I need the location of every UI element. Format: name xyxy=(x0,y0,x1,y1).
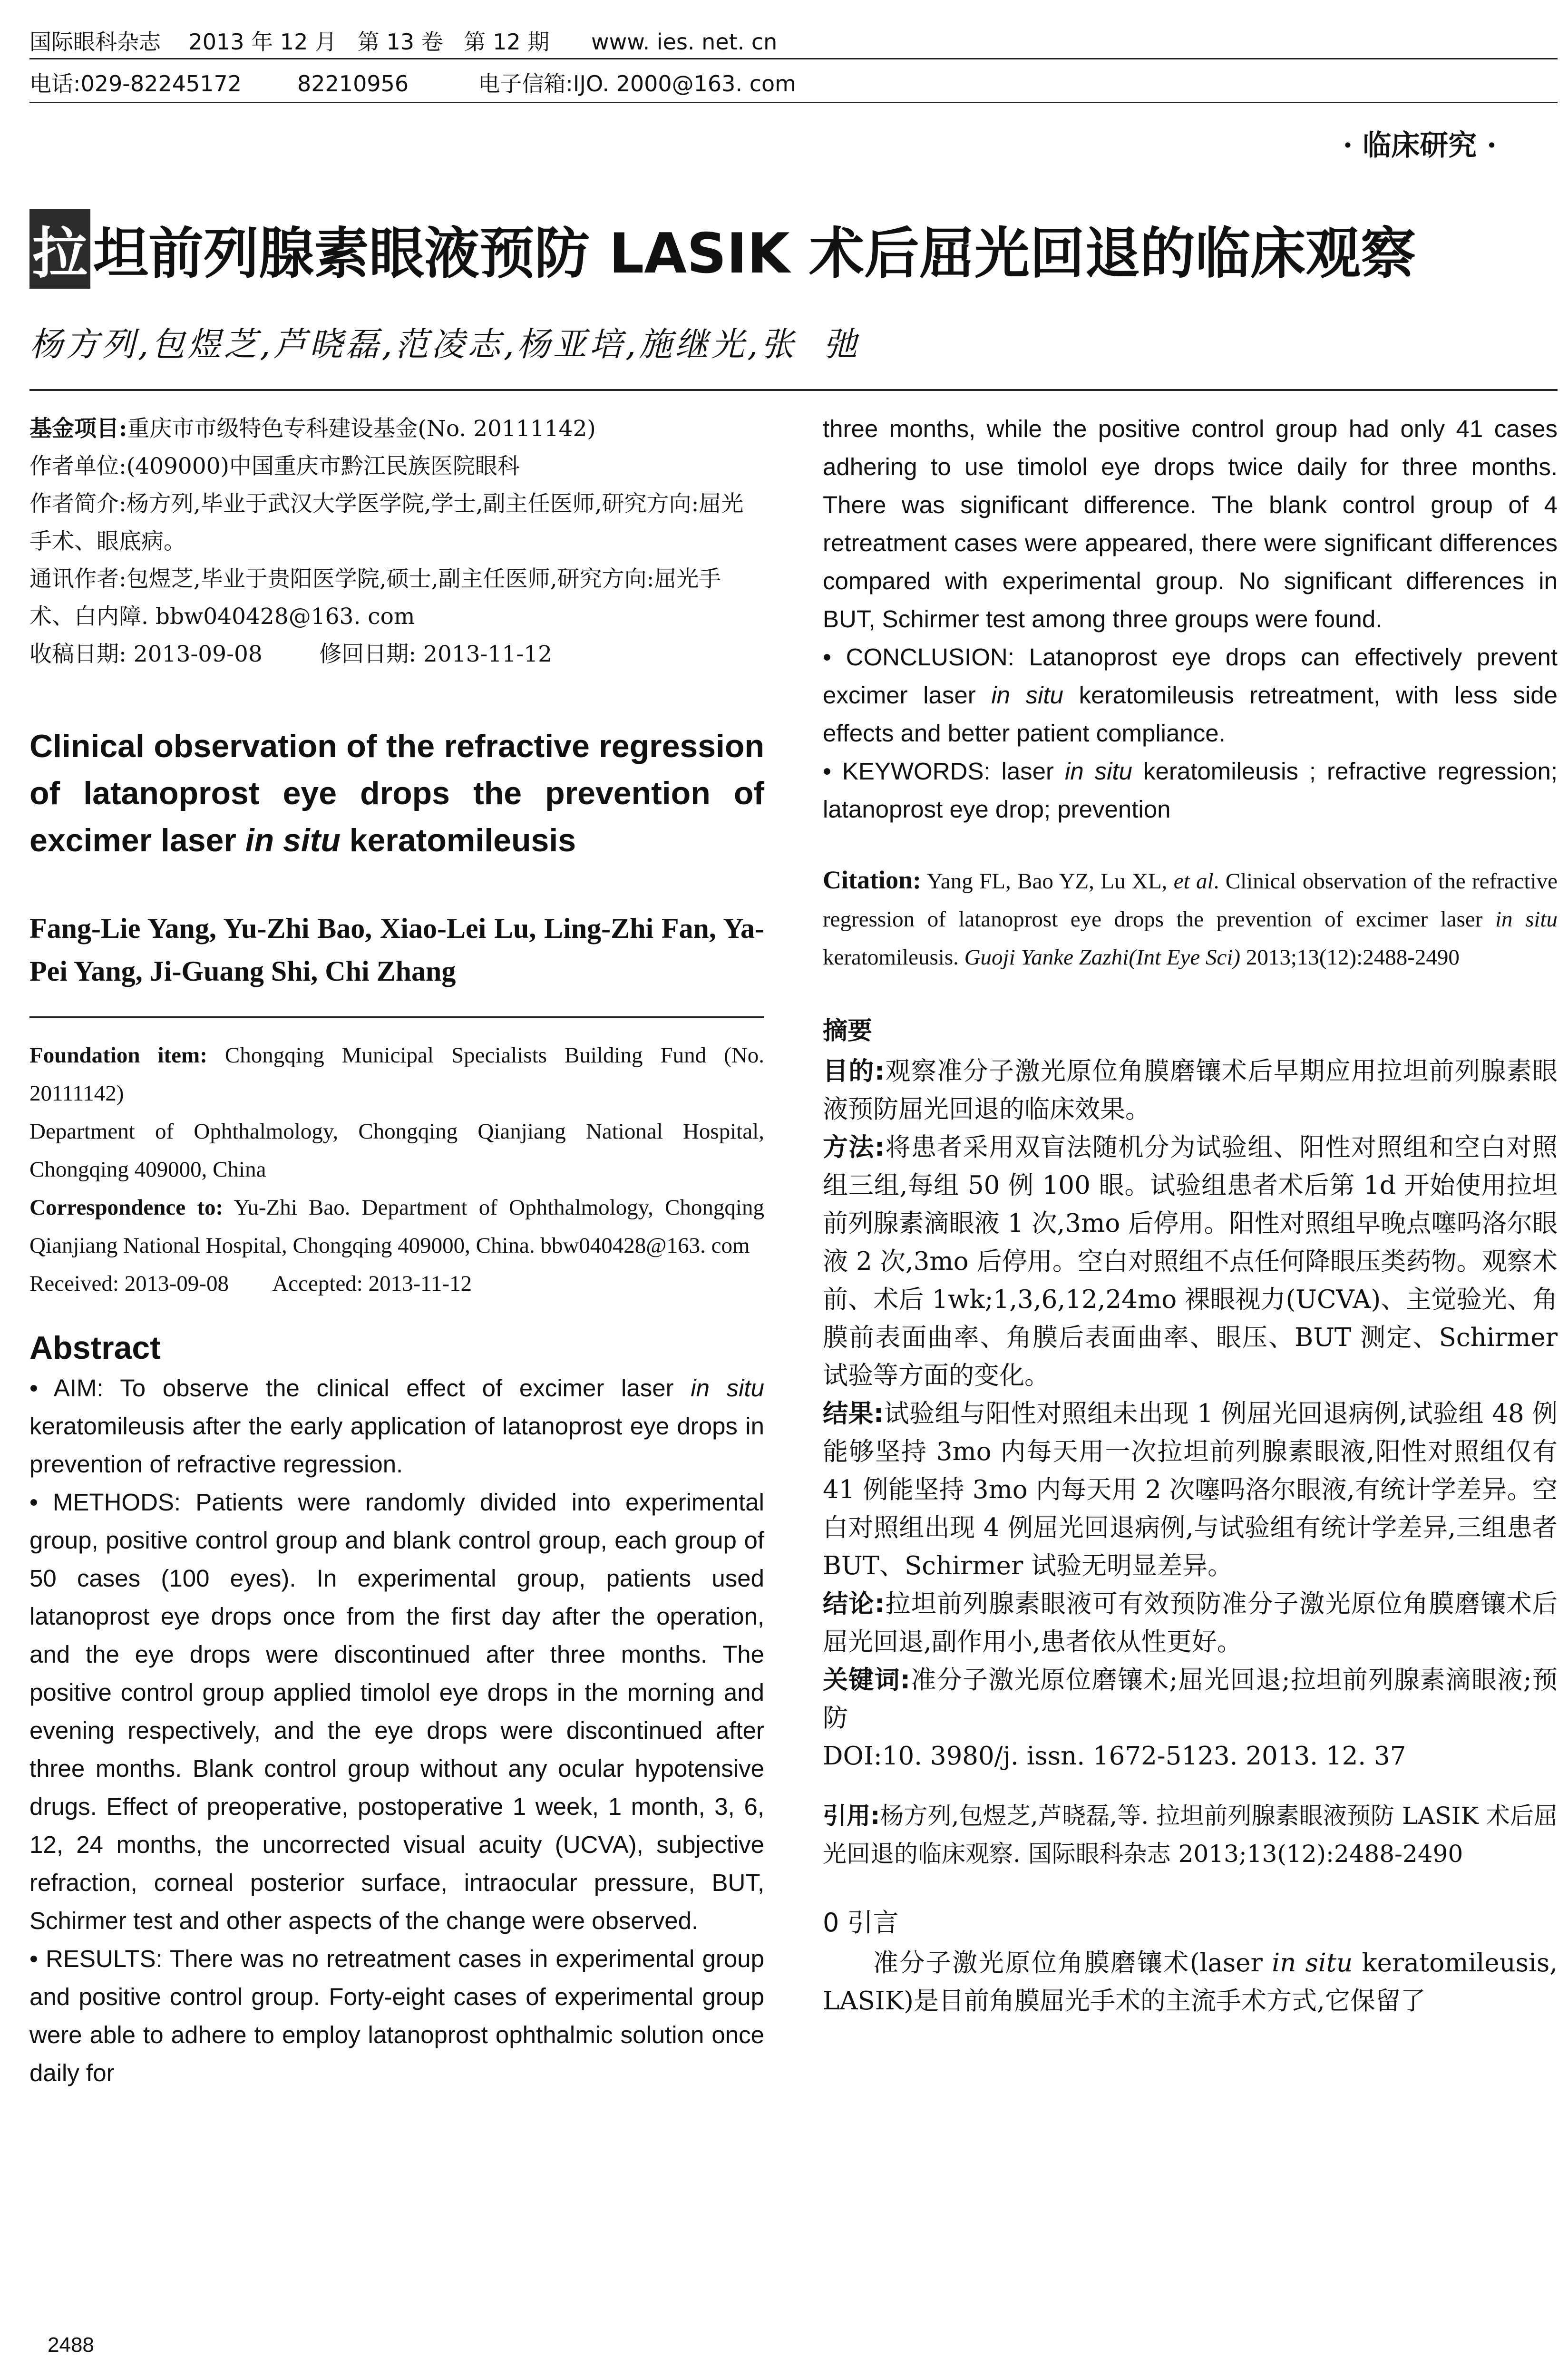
authors-zh: 杨方列,包煜芝,芦晓磊,范凌志,杨亚培,施继光,张 弛 xyxy=(29,325,860,364)
article-info-en xyxy=(29,1016,764,1303)
department-en: Department of Ophthalmology, Chongqing Qianjiang National Hospital, Chongqing 409000, China xyxy=(29,1119,764,1182)
correspondence-en xyxy=(29,1188,764,1265)
article-title-zh xyxy=(29,209,1542,289)
zh-results xyxy=(823,1395,1558,1585)
right-column xyxy=(823,410,1558,2020)
conclusion-text-b: keratomileusis retreatment, with less side effects and better patient compliance. xyxy=(823,682,1558,747)
keywords-italic: in situ xyxy=(1065,758,1133,785)
zh-methods-text: 将患者采用双盲法随机分为试验组、阳性对照组和空白对照组三组,每组 50 例 100 眼。试验组患者术后第 1d 开始使用拉坦前列腺素滴眼液 1 次,3mo 后停用。阳性对照组早晚点噻吗洛尔眼液 2 次,3mo 后停用。空白对照组不点任何降眼压类药物。观察术前、术后 1wk;1,3,6,12,24mo 裸眼视力(UCVA)、主觉验光、角膜前表面曲率、角膜后表面曲率、眼压、BUT 测定、Schirmer 试验等方面的变化。 xyxy=(823,1133,1558,1390)
citation-text-c: keratomileusis. xyxy=(823,945,964,970)
header-divider xyxy=(29,58,1558,59)
foundation-label: Foundation item: xyxy=(29,1043,207,1068)
intro-text-a: 准分子激光原位角膜磨镶术(laser xyxy=(873,1948,1272,1978)
aim-italic: in situ xyxy=(691,1374,764,1402)
zh-methods-label: 方法: xyxy=(823,1133,885,1162)
journal-header-line2: 电话:029-82245172 82210956 电子信箱:IJO. 2000@163. com xyxy=(29,71,796,97)
left-column xyxy=(29,410,764,2092)
zh-aim-text: 观察准分子激光原位角膜磨镶术后早期应用拉坦前列腺素眼液预防屈光回退的临床效果。 xyxy=(823,1057,1558,1124)
abstract-zh-heading: 摘要 xyxy=(823,1017,873,1045)
fund-text: 重庆市市级特色专科建设基金(No. 20111142) xyxy=(127,416,596,442)
intro-italic: in situ xyxy=(1272,1948,1353,1978)
conclusion-italic: in situ xyxy=(991,682,1064,709)
citation-insitu: in situ xyxy=(1495,907,1558,932)
aim-text-b: keratomileusis after the early application of latanoprost eye drops in prevention of refractive regression. xyxy=(29,1413,764,1478)
fund-label: 基金项目: xyxy=(29,416,127,442)
abstract-methods: • METHODS: Patients were randomly divided into experimental group, positive control group and blank control group, each group of 50 cases (100 eyes). In experimental group, patients used latanoprost eye drops once from the first day after the operation, and the eye drops were discontinued after three months. The positive control group applied timolol eye drops in the morning and evening respectively, and the eye drops were discontinued after three months. Blank control group without any ocular hypotensive drugs. Effect of preoperative, postoperative 1 week, 1 month, 3, 6, 12, 24 months, the uncorrected visual acuity (UCVA), subjective refraction, corneal posterior surface, intraocular pressure, BUT, Schirmer test and other aspects of the change were observed. xyxy=(29,1489,764,1934)
doi: DOI:10. 3980/j. issn. 1672-5123. 2013. 12. 37 xyxy=(823,1742,1406,1771)
abstract-heading: Abstract xyxy=(29,1330,161,1366)
zh-aim-label: 目的: xyxy=(823,1057,885,1086)
intro-paragraph xyxy=(823,1944,1558,2020)
abstract-zh xyxy=(823,1052,1558,1775)
aim-text-a: • AIM: To observe the clinical effect of excimer laser xyxy=(29,1374,691,1402)
author-bio: 作者简介:杨方列,毕业于武汉大学医学院,学士,副主任医师,研究方向:屈光手术、眼底病。 xyxy=(29,491,744,555)
correspondence-text: Yu-Zhi Bao. Department of Ophthalmology, Chongqing Qianjiang National Hospital, Chongqing 409000, China. bbw040428@163. com xyxy=(29,1195,764,1258)
keywords-text-a: • KEYWORDS: laser xyxy=(823,758,1065,785)
title-en-main: Clinical observation of the refractive regression of latanoprost eye drops the prevention of excimer laser xyxy=(29,728,764,858)
citation-zh xyxy=(823,1797,1558,1873)
section-label: · 临床研究 · xyxy=(1343,129,1497,162)
abstract-results-part2: three months, while the positive control group had only 41 cases adhering to use timolol eye drops twice daily for three months. There was significant difference. The blank control group of 4 retreatment cases were appeared, there were significant differences compared with experimental group. No significant differences in BUT, Schirmer test among three groups were found. xyxy=(823,415,1558,633)
author-unit: 作者单位:(409000)中国重庆市黔江民族医院眼科 xyxy=(29,453,520,479)
correspondence-label: Correspondence to: xyxy=(29,1195,224,1220)
title-first-char-highlight: 拉 xyxy=(29,209,90,289)
abstract-en-continued xyxy=(823,410,1558,828)
zh-conclusion-text: 拉坦前列腺素眼液可有效预防准分子激光原位角膜磨镶术后屈光回退,副作用小,患者依从性更好。 xyxy=(823,1589,1558,1656)
title-en-tail: keratomileusis xyxy=(340,822,576,858)
zh-keywords-text: 准分子激光原位磨镶术;屈光回退;拉坦前列腺素滴眼液;预防 xyxy=(823,1666,1558,1733)
journal-header-line1: 国际眼科杂志 2013 年 12 月 第 13 卷 第 12 期 www. ies. net. cn xyxy=(29,29,778,55)
zh-conclusion-label: 结论: xyxy=(823,1589,885,1618)
title-divider xyxy=(29,389,1558,391)
foundation-item xyxy=(29,1036,764,1112)
abstract-aim xyxy=(29,1369,764,1483)
citation-en xyxy=(823,861,1558,976)
abstract-keywords xyxy=(823,752,1558,828)
corresponding-author: 通讯作者:包煜芝,毕业于贵阳医学院,硕士,副主任医师,研究方向:屈光手术、白内障. bbw040428@163. com xyxy=(29,566,721,630)
citation-label: Citation: xyxy=(823,866,921,894)
fund-item xyxy=(29,410,764,448)
page-number: 2488 xyxy=(48,2333,94,2357)
intro-heading: 0 引言 xyxy=(823,1908,899,1938)
title-en-italic: in situ xyxy=(245,822,341,858)
header-divider-bottom xyxy=(29,102,1558,103)
received-dates-zh: 收稿日期: 2013-09-08 修回日期: 2013-11-12 xyxy=(29,641,553,667)
zh-keywords-label: 关键词: xyxy=(823,1666,911,1695)
keywords-text-b: keratomileusis ; refractive regression; latanoprost eye drop; prevention xyxy=(823,758,1558,823)
citation-zh-text: 杨方列,包煜芝,芦晓磊,等. 拉坦前列腺素眼液预防 LASIK 术后屈光回退的临床观察. 国际眼科杂志 2013;13(12):2488-2490 xyxy=(823,1802,1558,1868)
abstract-results-part1: • RESULTS: There was no retreatment cases in experimental group and positive control group. Forty-eight cases of experimental group were able to adhere to employ latanoprost ophthalmic solution once daily for xyxy=(29,1945,764,2086)
abstract-en xyxy=(29,1369,764,2092)
citation-text-b: . Clinical observation of the refractive regression of latanoprost eye drops the prevention of excimer laser xyxy=(823,869,1558,932)
citation-text-d: 2013;13(12):2488-2490 xyxy=(1240,945,1460,970)
zh-keywords xyxy=(823,1661,1558,1737)
article-title-en xyxy=(29,723,764,864)
title-zh-rest: 坦前列腺素眼液预防 LASIK 术后屈光回退的临床观察 xyxy=(93,222,1416,286)
conclusion-text-a: • CONCLUSION: Latanoprost eye drops can effectively prevent excimer laser xyxy=(823,643,1558,709)
citation-etal: et al xyxy=(1173,869,1214,894)
authors-en: Fang-Lie Yang, Yu-Zhi Bao, Xiao-Lei Lu, Ling-Zhi Fan, Ya-Pei Yang, Ji-Guang Shi, Chi Zhang xyxy=(29,913,764,987)
zh-results-text: 试验组与阳性对照组未出现 1 例屈光回退病例,试验组 48 例能够坚持 3mo 内每天用一次拉坦前列腺素眼液,阳性对照组仅有 41 例能坚持 3mo 内每天用 2 次噻吗洛尔眼液,有统计学差异。空白对照组出现 4 例屈光回退病例,与试验组有统计学差异,三组患者 BUT、Schirmer 试验无明显差异。 xyxy=(823,1399,1558,1580)
zh-conclusion xyxy=(823,1585,1558,1661)
citation-zh-label: 引用: xyxy=(823,1802,880,1830)
zh-methods xyxy=(823,1129,1558,1395)
citation-journal: Guoji Yanke Zazhi(Int Eye Sci) xyxy=(964,945,1241,970)
article-info-zh xyxy=(29,410,764,673)
received-dates-en: Received: 2013-09-08 Accepted: 2013-11-12 xyxy=(29,1271,472,1296)
foundation-text: Chongqing Municipal Specialists Building Fund (No. 20111142) xyxy=(29,1043,764,1106)
intro-text-b: keratomileusis, LASIK)是目前角膜屈光手术的主流手术方式,它保留了 xyxy=(823,1948,1558,2016)
zh-results-label: 结果: xyxy=(823,1399,884,1428)
abstract-conclusion xyxy=(823,638,1558,752)
citation-text-a: Yang FL, Bao YZ, Lu XL, xyxy=(921,869,1174,894)
zh-aim xyxy=(823,1052,1558,1129)
